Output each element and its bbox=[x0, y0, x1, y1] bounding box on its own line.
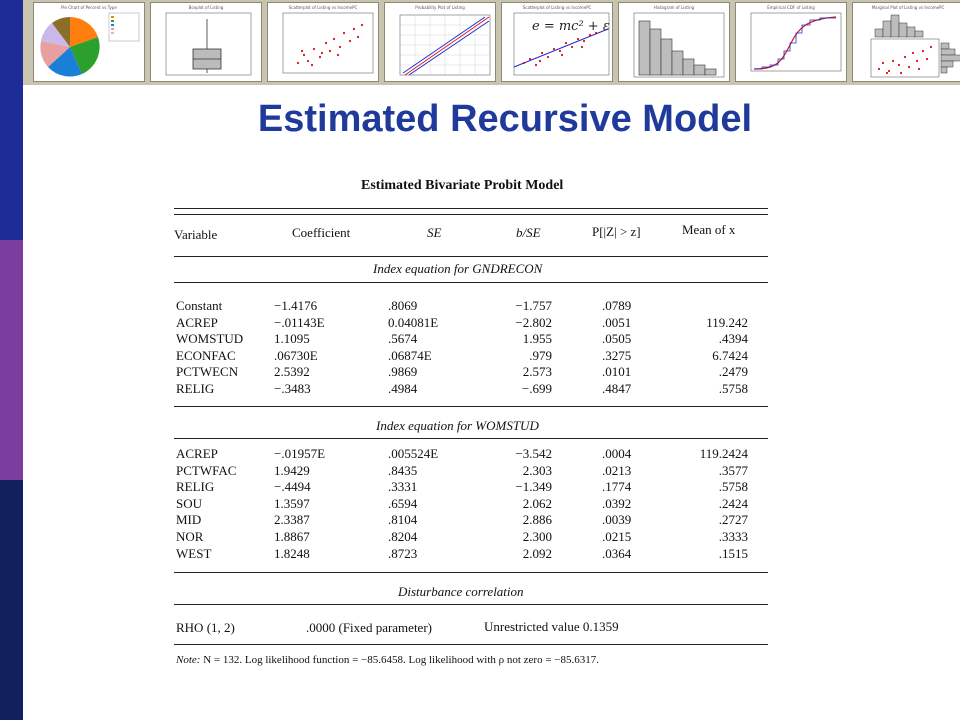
scatter-dot bbox=[307, 60, 309, 62]
marginal-plot-thumbnail bbox=[852, 2, 960, 82]
cell-p: .3275 bbox=[602, 347, 632, 363]
cell-variable: NOR bbox=[176, 529, 204, 544]
rho-value: .0000 (Fixed parameter) bbox=[306, 620, 432, 635]
cell-coefficient: −.3483 bbox=[274, 381, 311, 396]
scatter-dot bbox=[577, 38, 579, 40]
cdf-thumbnail bbox=[735, 2, 847, 82]
cell-mean: .5758 bbox=[718, 479, 748, 495]
cell-coefficient: −.01957E bbox=[274, 446, 326, 461]
cell-se: .8104 bbox=[388, 512, 418, 528]
cell-bse: 2.062 bbox=[522, 495, 552, 511]
scatter-dot bbox=[922, 50, 924, 52]
scatter-dot bbox=[882, 62, 884, 64]
cell-se: .005524E bbox=[388, 446, 439, 461]
scatter-dot bbox=[898, 64, 900, 66]
scatter-dot bbox=[325, 42, 327, 44]
note-label: Note: bbox=[176, 654, 201, 666]
scatter-dot bbox=[301, 50, 303, 52]
scatter-dot bbox=[930, 46, 932, 48]
table-rule-bottom bbox=[174, 644, 768, 645]
scatter-dot bbox=[303, 54, 305, 56]
cell-mean: .3577 bbox=[718, 462, 748, 478]
scatter-dot bbox=[535, 64, 537, 66]
cell-bse: .979 bbox=[529, 347, 552, 363]
cell-mean: .4394 bbox=[718, 331, 748, 347]
cell-mean: .1515 bbox=[718, 545, 748, 561]
scatter-dot bbox=[886, 72, 888, 74]
boxplot-thumbnail bbox=[150, 2, 262, 82]
cell-mean: 6.7424 bbox=[712, 347, 748, 363]
scatter-dot bbox=[892, 60, 894, 62]
cell-variable: PCTWECN bbox=[176, 364, 239, 380]
cell-variable: SOU bbox=[176, 495, 203, 511]
cell-variable: Constant bbox=[176, 298, 223, 313]
cell-mean: 119.242 bbox=[706, 314, 748, 330]
thumbnail-caption: Scatterplot of Listing vs IncomePC bbox=[288, 5, 358, 10]
cell-p: .4847 bbox=[602, 381, 632, 396]
cell-mean: 119.2424 bbox=[699, 446, 748, 461]
scatter-dot bbox=[926, 58, 928, 60]
cell-variable: WOMSTUD bbox=[176, 331, 244, 347]
scatter-dot bbox=[337, 54, 339, 56]
scatter-dot bbox=[541, 52, 543, 54]
header-bse: b/SE bbox=[516, 225, 541, 240]
rho-label: RHO (1, 2) bbox=[176, 620, 235, 635]
scatter-dot bbox=[319, 56, 321, 58]
cell-se: .9869 bbox=[388, 364, 418, 380]
cell-bse: 2.303 bbox=[522, 462, 552, 478]
cell-variable: ACREP bbox=[176, 446, 218, 461]
cell-variable: RELIG bbox=[176, 479, 215, 495]
table-rule-top-double bbox=[174, 214, 768, 215]
cell-variable: ECONFAC bbox=[176, 347, 236, 363]
cell-se: .6594 bbox=[388, 495, 418, 511]
cell-coefficient: .06730E bbox=[274, 347, 318, 363]
scatter-dot bbox=[581, 46, 583, 48]
cell-p: .0392 bbox=[602, 495, 632, 511]
cell-coefficient: −.01143E bbox=[274, 314, 325, 330]
slide-title: Estimated Recursive Model bbox=[257, 98, 753, 140]
scatter-dot bbox=[912, 52, 914, 54]
scatterplot-icon bbox=[268, 3, 379, 82]
scatter-dot bbox=[333, 38, 335, 40]
cell-bse: 1.955 bbox=[522, 331, 552, 347]
histogram-thumbnail bbox=[618, 2, 730, 82]
cell-variable: MID bbox=[176, 512, 202, 528]
cell-p: .0789 bbox=[602, 298, 632, 313]
cell-bse: 2.886 bbox=[522, 512, 552, 528]
histogram-icon bbox=[619, 3, 730, 82]
cell-mean: .2424 bbox=[718, 495, 748, 511]
rho-unrestricted: Unrestricted value 0.1359 bbox=[484, 619, 619, 634]
scatter-dot bbox=[357, 36, 359, 38]
pie-chart-icon bbox=[34, 3, 145, 82]
cell-mean: .2727 bbox=[718, 512, 748, 528]
scatter-dot bbox=[343, 32, 345, 34]
probit-results-table bbox=[168, 170, 778, 680]
scatter-dot bbox=[878, 68, 880, 70]
cell-se: .3331 bbox=[388, 479, 418, 495]
section3-rule-top bbox=[174, 572, 768, 573]
thumbnail-caption: Marginal Plot of Listing vs IncomePC bbox=[871, 5, 945, 10]
cell-se: .5674 bbox=[388, 331, 418, 347]
cell-variable: WEST bbox=[176, 545, 212, 561]
cell-coefficient: 1.8248 bbox=[274, 545, 310, 561]
cell-coefficient: 1.1095 bbox=[274, 331, 310, 347]
cell-mean: .2479 bbox=[718, 364, 748, 380]
scatter-dot bbox=[900, 72, 902, 74]
cdf-icon bbox=[736, 3, 847, 82]
cell-se: .8204 bbox=[388, 529, 418, 544]
cell-coefficient: −.4494 bbox=[274, 479, 311, 495]
thumbnail-caption: Pie Chart of Percent vs Type bbox=[61, 5, 117, 10]
sidebar-segment-purple bbox=[0, 240, 23, 480]
cell-p: .0364 bbox=[602, 545, 632, 561]
scatter-dot bbox=[329, 50, 331, 52]
section1-title: Index equation for GNDRECON bbox=[373, 261, 543, 276]
cell-coefficient: 1.3597 bbox=[274, 495, 310, 511]
cell-bse: −1.757 bbox=[515, 298, 552, 313]
note-text: N = 132. Log likelihood function = −85.6458. Log likelihood with ρ not zero = −85.6317. bbox=[203, 654, 600, 666]
cell-bse: 2.573 bbox=[522, 364, 552, 380]
table-rule-header bbox=[174, 256, 768, 257]
cell-p: .0213 bbox=[602, 462, 632, 478]
cell-coefficient: 1.9429 bbox=[274, 462, 310, 478]
thumbnail-strip bbox=[23, 0, 960, 85]
cell-p: .0505 bbox=[602, 331, 632, 347]
header-variable: Variable bbox=[174, 227, 218, 242]
scatter-dot bbox=[321, 52, 323, 54]
scatter-dot bbox=[311, 64, 313, 66]
formula-label: e = mc² + ε bbox=[532, 19, 610, 34]
scatter-dot bbox=[918, 68, 920, 70]
thumbnail-caption: Probability Plot of Listing bbox=[415, 5, 465, 10]
thumbnail-caption: Histogram of Listing bbox=[653, 5, 695, 10]
cell-bse: 2.092 bbox=[522, 545, 552, 561]
scatterplot-thumbnail bbox=[267, 2, 379, 82]
cell-bse: −3.542 bbox=[515, 446, 552, 461]
section2-title: Index equation for WOMSTUD bbox=[376, 418, 539, 433]
section3-title: Disturbance correlation bbox=[398, 584, 524, 599]
cell-p: .0101 bbox=[602, 364, 632, 380]
scatter-dot bbox=[589, 34, 591, 36]
scatter-dot bbox=[571, 46, 573, 48]
marginal-plot-icon bbox=[853, 3, 960, 82]
cell-se: .06874E bbox=[388, 347, 432, 363]
cell-coefficient: 2.5392 bbox=[274, 364, 310, 380]
cell-p: .0039 bbox=[602, 512, 632, 528]
scatter-dot bbox=[523, 62, 525, 64]
cell-coefficient: −1.4176 bbox=[274, 298, 318, 313]
cell-p: .0004 bbox=[602, 446, 632, 461]
cell-variable: ACREP bbox=[176, 314, 218, 330]
cell-bse: −.699 bbox=[521, 381, 552, 396]
scatter-dot bbox=[313, 48, 315, 50]
header-coefficient: Coefficient bbox=[292, 225, 351, 240]
scatter-dot bbox=[904, 56, 906, 58]
header-se: SE bbox=[427, 225, 442, 240]
cell-p: .0051 bbox=[602, 314, 632, 330]
cell-se: .8069 bbox=[388, 298, 418, 313]
table-rule-top bbox=[174, 208, 768, 209]
scatter-dot bbox=[561, 54, 563, 56]
scatter-dot bbox=[529, 58, 531, 60]
cell-variable: PCTWFAC bbox=[176, 462, 237, 478]
scatter-dot bbox=[916, 60, 918, 62]
cell-variable: RELIG bbox=[176, 381, 215, 396]
section3-rule bbox=[174, 604, 768, 605]
scatter-dot bbox=[539, 60, 541, 62]
cell-p: .0215 bbox=[602, 529, 632, 544]
cell-se: .8723 bbox=[388, 545, 418, 561]
table-note bbox=[176, 654, 599, 666]
boxplot-icon bbox=[151, 3, 262, 82]
section2-rule bbox=[174, 438, 768, 439]
cell-bse: −1.349 bbox=[515, 479, 552, 495]
cell-coefficient: 2.3387 bbox=[274, 512, 310, 528]
cell-bse: −2.802 bbox=[515, 314, 552, 330]
pie-chart-thumbnail bbox=[33, 2, 145, 82]
cell-mean: .5758 bbox=[718, 381, 748, 396]
thumbnail-caption: Boxplot of Listing bbox=[188, 5, 224, 10]
cell-p: .1774 bbox=[602, 479, 632, 495]
scatter-dot bbox=[297, 62, 299, 64]
probability-plot-thumbnail bbox=[384, 2, 496, 82]
scatter-dot bbox=[553, 48, 555, 50]
cell-se: .4984 bbox=[388, 381, 418, 396]
regression-icon bbox=[502, 3, 613, 82]
thumbnail-caption: Scatterplot of Listing vs IncomePC bbox=[522, 5, 592, 10]
scatter-dot bbox=[583, 40, 585, 42]
scatter-dot bbox=[565, 42, 567, 44]
header-p: P[|Z| > z] bbox=[592, 224, 641, 239]
cell-coefficient: 1.8867 bbox=[274, 529, 310, 544]
scatter-dot bbox=[888, 70, 890, 72]
scatter-dot bbox=[559, 50, 561, 52]
cell-se: .8435 bbox=[388, 462, 418, 478]
scatter-dot bbox=[353, 28, 355, 30]
scatter-dot bbox=[361, 24, 363, 26]
section2-rule-top bbox=[174, 406, 768, 407]
thumbnail-caption: Empirical CDF of Listing bbox=[767, 5, 815, 10]
cell-bse: 2.300 bbox=[522, 529, 552, 544]
scatter-dot bbox=[349, 40, 351, 42]
cell-mean: .3333 bbox=[718, 529, 748, 544]
regression-thumbnail bbox=[501, 2, 613, 82]
table-title: Estimated Bivariate Probit Model bbox=[361, 178, 564, 193]
header-mean: Mean of x bbox=[682, 222, 736, 237]
probability-plot-icon bbox=[385, 3, 496, 82]
scatter-dot bbox=[339, 46, 341, 48]
section1-rule bbox=[174, 282, 768, 283]
scatter-dot bbox=[547, 56, 549, 58]
cell-se: 0.04081E bbox=[388, 314, 439, 330]
scatter-dot bbox=[908, 66, 910, 68]
sidebar-segment-navy bbox=[0, 480, 23, 720]
